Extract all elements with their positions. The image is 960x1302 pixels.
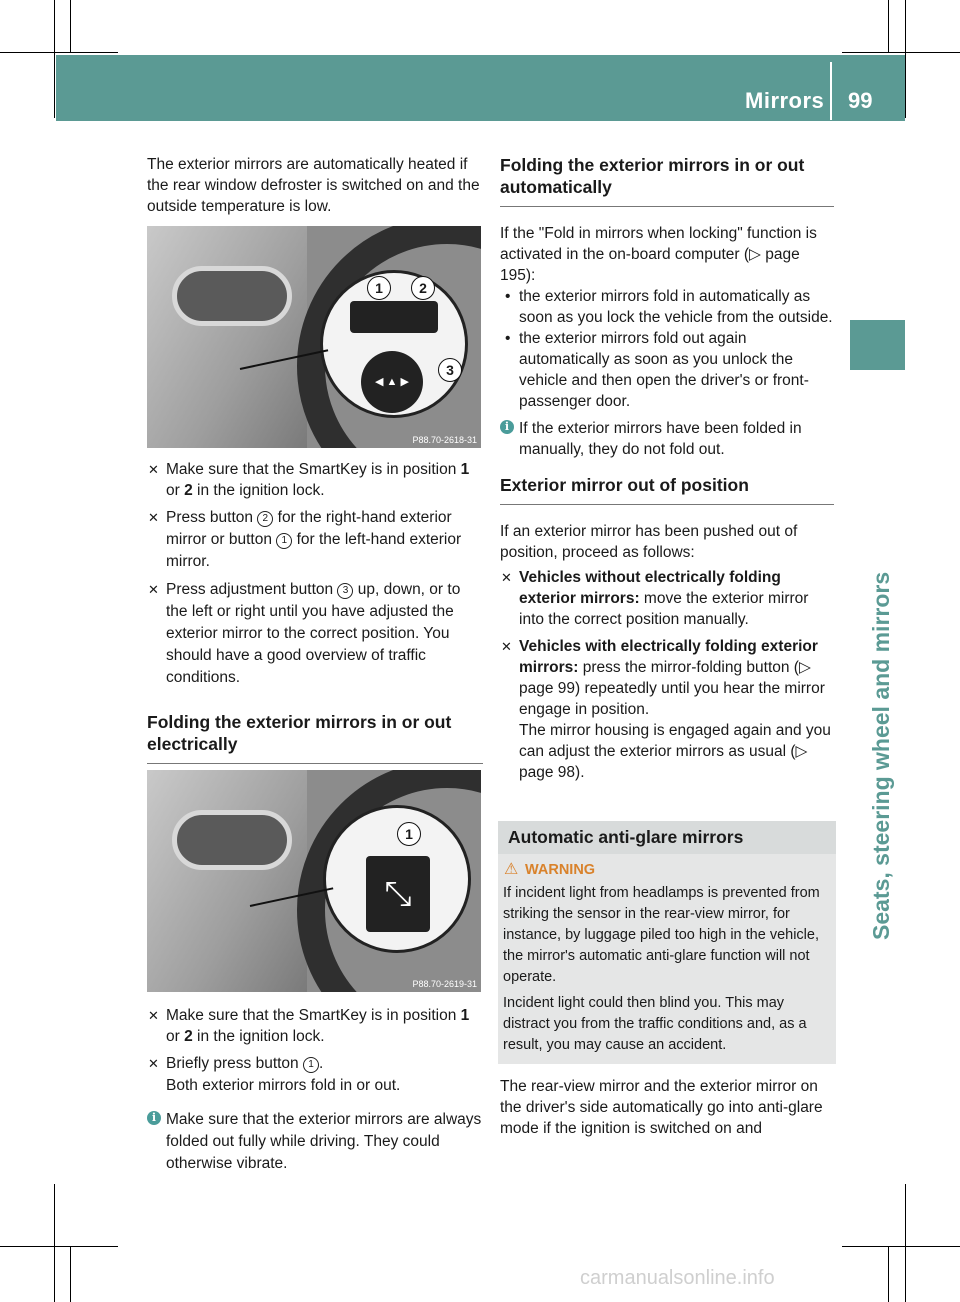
- callout-1: 1: [397, 822, 421, 846]
- crop-mark: [842, 52, 960, 53]
- mirror-switch-zoom: [320, 270, 468, 418]
- step-arrow-icon: ✕: [148, 1008, 159, 1023]
- left-column: [147, 154, 483, 217]
- warning-title: ⚠ WARNING: [504, 861, 596, 878]
- fold-switch-zoom: [323, 805, 471, 953]
- crop-mark: [905, 0, 906, 118]
- door-handle: [172, 810, 292, 870]
- step-item: ✕ Vehicles with electrically folding exterior mirrors: press the mirror-folding button (▷ page 99) repeatedly until you hear the mirror engage in position. The mirror housing is engaged again and you can adjust the exterior mirrors as usual (▷ page 98).: [501, 638, 831, 781]
- warning-box: [498, 854, 836, 1064]
- crop-mark: [70, 0, 71, 52]
- crop-mark: [842, 1246, 960, 1247]
- info-note: i If the exterior mirrors have been folded in manually, they do not fold out.: [500, 418, 834, 460]
- crop-mark: [0, 1246, 118, 1247]
- photo-caption: P88.70-2618-31: [412, 435, 477, 445]
- paragraph: The rear-view mirror and the exterior mirror on the driver's side automatically go into anti-glare mode if the ignition is switched on and: [500, 1078, 823, 1137]
- section-heading: Exterior mirror out of position: [500, 474, 834, 505]
- info-icon: i: [500, 420, 514, 434]
- intro-paragraph: The exterior mirrors are automatically heated if the rear window defroster is switched on and the outside temperature is low.: [147, 156, 480, 215]
- number-1-icon: 1: [276, 533, 292, 549]
- warning-text: If incident light from headlamps is prevented from striking the sensor in the rear-view mirror, for instance, by luggage piled too high in the vehicle, the mirror's automatic anti-glare function will not operate.: [503, 885, 820, 985]
- paragraph: If the "Fold in mirrors when locking" function is activated in the on-board computer (▷ page 195):: [500, 225, 817, 284]
- door-handle: [172, 266, 292, 326]
- bullet-item: • the exterior mirrors fold in automatically as soon as you lock the vehicle from the outside.: [505, 288, 833, 326]
- callout-3: 3: [438, 358, 462, 382]
- step-item: ✕ Press adjustment button 3 up, down, or to the left or right until you have adjusted the exterior mirror to the correct position. You should have a good overview of traffic conditions.: [148, 581, 461, 686]
- step-arrow-icon: ✕: [501, 570, 512, 585]
- crop-mark: [54, 0, 55, 118]
- bullet-icon: •: [505, 288, 511, 305]
- number-3-icon: 3: [337, 583, 353, 599]
- step-arrow-icon: ✕: [148, 582, 159, 597]
- warning-text: Incident light could then blind you. This may distract you from the traffic conditions and, as a result, you may cause an accident.: [503, 995, 807, 1053]
- door-panel: [147, 770, 307, 992]
- bullet-icon: •: [505, 330, 511, 347]
- door-panel: [147, 226, 307, 448]
- header-divider: [830, 62, 832, 120]
- step-arrow-icon: ✕: [148, 1056, 159, 1071]
- paragraph: If an exterior mirror has been pushed out of position, proceed as follows:: [500, 523, 798, 561]
- crop-mark: [54, 1184, 55, 1302]
- section-heading: Folding the exterior mirrors in or out automatically: [500, 154, 834, 207]
- step-item: ✕ Make sure that the SmartKey is in position 1 or 2 in the ignition lock.: [148, 1007, 470, 1045]
- crop-mark: [888, 0, 889, 52]
- photo-caption: P88.70-2619-31: [412, 979, 477, 989]
- info-icon: i: [147, 1111, 161, 1125]
- right-column: [500, 154, 834, 1139]
- crop-mark: [0, 52, 118, 53]
- fold-button: [350, 301, 438, 333]
- info-note: i Make sure that the exterior mirrors are always folded out fully while driving. They could otherwise vibrate.: [147, 1109, 483, 1175]
- direction-pad: ◀ ▲ ▶: [361, 351, 423, 413]
- watermark: carmanualsonline.info: [580, 1267, 775, 1289]
- number-2-icon: 2: [257, 511, 273, 527]
- step-item: ✕ Make sure that the SmartKey is in position 1 or 2 in the ignition lock.: [148, 461, 470, 499]
- step-arrow-icon: ✕: [501, 639, 512, 654]
- step-arrow-icon: ✕: [148, 462, 159, 477]
- side-tab-label: Seats, steering wheel and mirrors: [868, 571, 894, 940]
- side-tab-marker: [850, 320, 905, 370]
- callout-2: 2: [411, 276, 435, 300]
- warning-icon: ⚠: [504, 861, 519, 878]
- page-number: 99: [848, 88, 873, 113]
- number-1-icon: 1: [303, 1057, 319, 1073]
- callout-1: 1: [367, 276, 391, 300]
- crop-mark: [70, 1246, 71, 1302]
- bullet-item: • the exterior mirrors fold out again automatically as soon as you unlock the vehicle and then open the driver's or front-passenger door.: [505, 330, 809, 410]
- crop-mark: [888, 1246, 889, 1302]
- crop-mark: [905, 1184, 906, 1302]
- page-title: Mirrors: [745, 88, 825, 113]
- step-item: ✕ Briefly press button 1 . Both exterior mirrors fold in or out.: [148, 1055, 401, 1094]
- adjust-steps: [147, 459, 483, 764]
- section-heading: Folding the exterior mirrors in or out electrically: [147, 711, 483, 764]
- step-arrow-icon: ✕: [148, 510, 159, 525]
- step-item: ✕ Press button 2 for the right-hand exterior mirror or button 1 for the left-hand exterior mirror.: [148, 509, 462, 570]
- fold-steps: [147, 1005, 483, 1175]
- step-item: ✕ Vehicles without electrically folding exterior mirrors: move the exterior mirror into the correct position manually.: [501, 569, 809, 628]
- fold-button: ⤡: [366, 856, 430, 932]
- section-band: Automatic anti-glare mirrors: [498, 821, 836, 854]
